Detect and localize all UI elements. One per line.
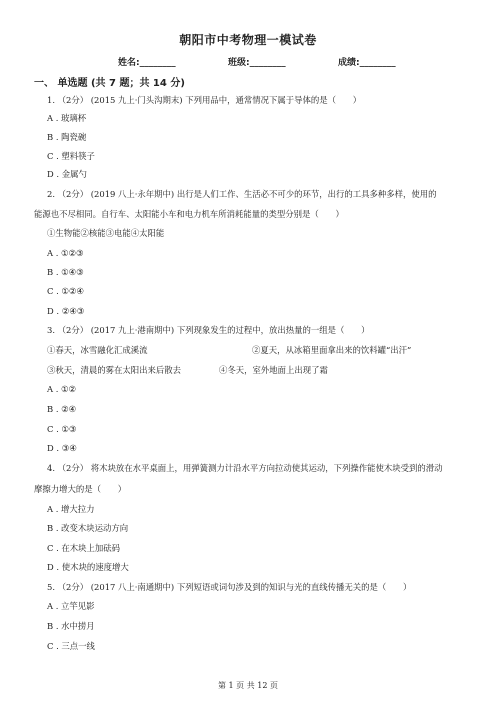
option-line: B . 水中捞月	[47, 621, 95, 631]
option-line: B . 改变木块运动方向	[47, 523, 129, 533]
option-line: C . 塑料筷子	[47, 151, 95, 161]
option-line: A . ①②③	[47, 248, 84, 258]
question-3-item: ③秋天，清晨的雾在太阳出来后散去	[47, 365, 181, 375]
page-footer: 第 1 页 共 12 页	[218, 681, 278, 690]
class-field: 班级:________	[228, 58, 286, 68]
question-2: 2. （2分） (2019 八上·永年期中) 出行是人们工作、生活必不可少的环节，出行的工具多种多样，使用的	[47, 189, 437, 199]
option-line: D . ③④	[47, 443, 77, 453]
option-line: B . ②④	[47, 404, 77, 414]
option-line: A . 玻璃杯	[47, 113, 87, 123]
option-line: D . 使木块的速度增大	[47, 562, 129, 572]
option-line: C . 三点一线	[47, 641, 95, 651]
question-5: 5. （2分） (2017 八上·南通期中) 下列短语或词句涉及到的知识与光的直线传播无关的是（ ）	[47, 582, 412, 592]
exam-title: 朝阳市中考物理一模试卷	[179, 33, 317, 47]
question-3-item: ④冬天，室外地面上出现了霜	[219, 365, 328, 375]
question-3-item: ②夏天，从冰箱里面拿出来的饮料罐“出汗”	[252, 345, 412, 355]
section-heading: 一、 单选题 (共 7 题；共 14 分)	[34, 78, 185, 89]
option-line: D . ②④③	[47, 306, 85, 316]
option-line: A . 增大拉力	[47, 504, 95, 514]
name-field: 姓名:________	[118, 58, 176, 68]
option-line: C . ①③	[47, 424, 77, 434]
score-field: 成绩:________	[338, 58, 396, 68]
option-line: C . ①②④	[47, 286, 84, 296]
option-line: C . 在木块上加砝码	[47, 543, 121, 553]
question-2-items: ①生物能②核能③电能④太阳能	[47, 228, 165, 238]
option-line: A . ①②	[47, 384, 77, 394]
option-line: B . 陶瓷碗	[47, 132, 87, 142]
option-line: A . 立竿见影	[47, 601, 95, 611]
option-line: B . ①④③	[47, 267, 84, 277]
question-4: 4. （2分） 将木块放在水平桌面上，用弹簧测力计沿水平方向拉动使其运动，下列操作能使木块受到的滑动	[47, 463, 443, 473]
question-3-item: ①春天，冰雪融化汇成溪流	[47, 345, 148, 355]
option-line: D . 金属勺	[47, 169, 87, 179]
question-3: 3. （2分） (2017 九上·港南期中) 下列现象发生的过程中，放出热量的一组是（ ）	[47, 325, 370, 335]
question-4-continued: 摩擦力增大的是（ ）	[34, 484, 127, 494]
question-1: 1. （2分） (2015 九上·门头沟期末) 下列用品中，通常情况下属于导体的是（ ）	[47, 95, 362, 105]
question-2-continued: 能源也不尽相同。自行车、太阳能小车和电力机车所消耗能量的类型分别是（ ）	[34, 209, 344, 219]
